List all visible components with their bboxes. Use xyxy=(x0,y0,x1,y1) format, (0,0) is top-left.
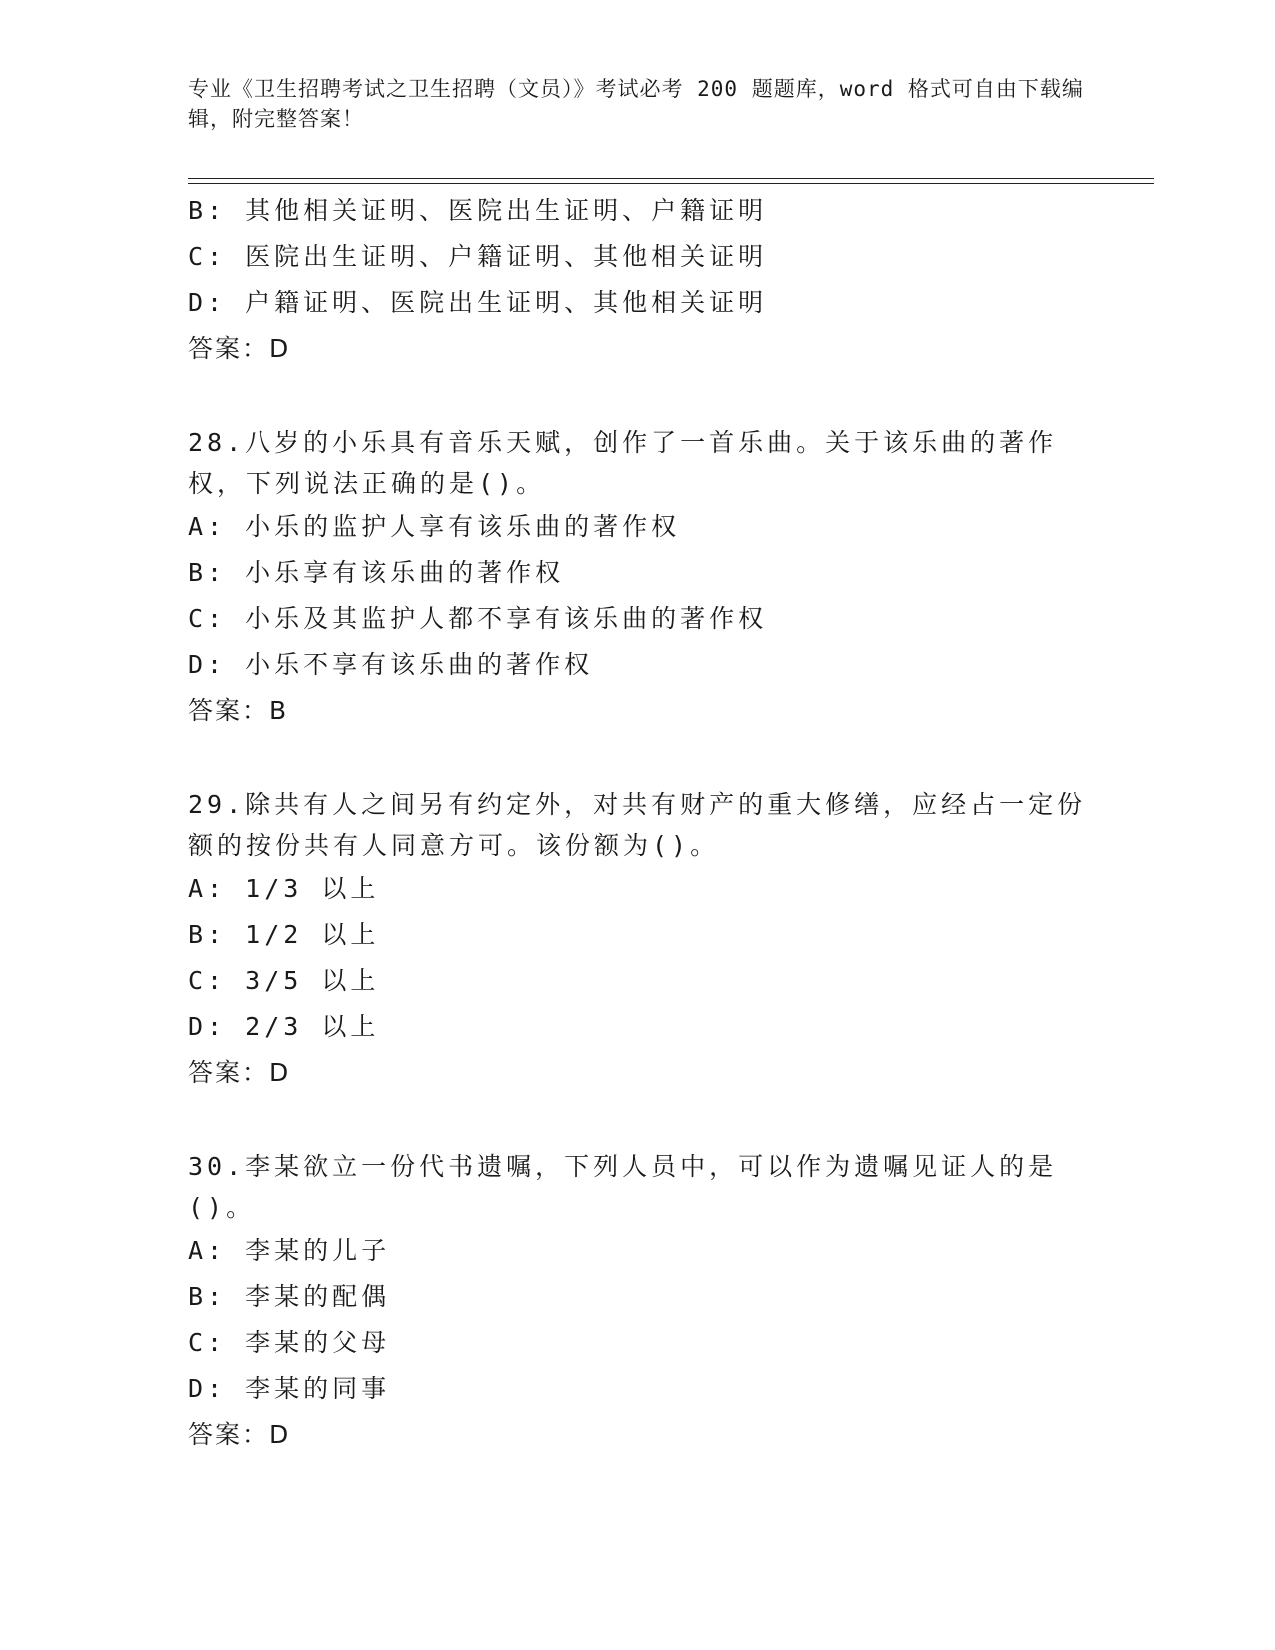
option-c: C: 3/5 以上 xyxy=(188,966,380,995)
option-d: D: 小乐不享有该乐曲的著作权 xyxy=(188,650,594,679)
answer-line: 答案：B xyxy=(188,696,289,725)
spacer xyxy=(188,1096,1088,1146)
answer-line: 答案：D xyxy=(188,1058,291,1087)
header-divider-bottom xyxy=(188,183,1154,184)
option-d: D: 李某的同事 xyxy=(188,1374,391,1403)
question-30-block xyxy=(188,1146,1088,1458)
option-b: B: 其他相关证明、医院出生证明、户籍证明 xyxy=(188,196,768,225)
option-d: D: 户籍证明、医院出生证明、其他相关证明 xyxy=(188,288,768,317)
option-b: B: 李某的配偶 xyxy=(188,1282,391,1311)
answer-line: 答案：D xyxy=(188,334,291,363)
answer-line: 答案：D xyxy=(188,1420,291,1449)
option-c: C: 医院出生证明、户籍证明、其他相关证明 xyxy=(188,242,768,271)
question-stem: 30.李某欲立一份代书遗嘱，下列人员中，可以作为遗嘱见证人的是()。 xyxy=(188,1152,1058,1222)
prev-question-block xyxy=(188,188,1088,372)
option-a: A: 小乐的监护人享有该乐曲的著作权 xyxy=(188,512,681,541)
question-stem: 28.八岁的小乐具有音乐天赋，创作了一首乐曲。关于该乐曲的著作权，下列说法正确的是()。 xyxy=(188,428,1058,498)
option-b: B: 1/2 以上 xyxy=(188,920,380,949)
header-divider-top xyxy=(188,178,1154,179)
option-b: B: 小乐享有该乐曲的著作权 xyxy=(188,558,565,587)
option-d: D: 2/3 以上 xyxy=(188,1012,380,1041)
question-28-block xyxy=(188,422,1088,734)
option-c: C: 小乐及其监护人都不享有该乐曲的著作权 xyxy=(188,604,768,633)
spacer xyxy=(188,734,1088,784)
document-header: 专业《卫生招聘考试之卫生招聘（文员）》考试必考 200 题题库，word 格式可自由下载编辑，附完整答案！ xyxy=(188,77,1084,131)
option-c: C: 李某的父母 xyxy=(188,1328,391,1357)
question-29-block xyxy=(188,784,1088,1096)
question-content xyxy=(188,188,1088,1458)
question-stem: 29.除共有人之间另有约定外，对共有财产的重大修缮，应经占一定份额的按份共有人同意方可。该份额为()。 xyxy=(188,790,1087,860)
spacer xyxy=(188,372,1088,422)
option-a: A: 1/3 以上 xyxy=(188,874,380,903)
option-a: A: 李某的儿子 xyxy=(188,1236,391,1265)
